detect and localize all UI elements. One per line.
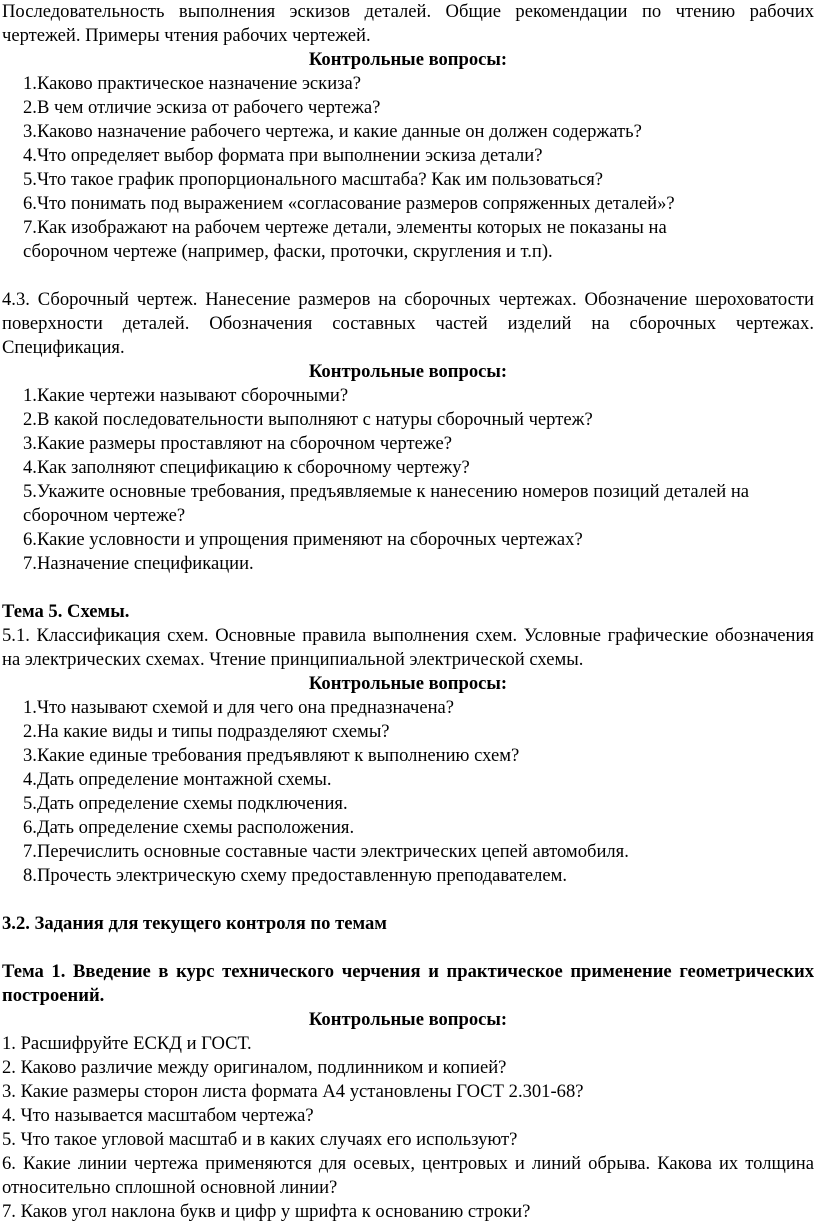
question-item: 1.Что называют схемой и для чего она предназначена? [23,697,455,718]
question-item: 2.В чем отличие эскиза от рабочего чертежа? [23,97,381,118]
question-item: 2. Каково различие между оригиналом, подлинником и копией? [2,1057,507,1078]
question-item: 5.Что такое график пропорционального масштаба? Как им пользоваться? [23,169,604,190]
question-item: 1. Расшифруйте ЕСКД и ГОСТ. [2,1033,252,1054]
question-item: 7.Перечислить основные составные части электрических цепей автомобиля. [23,841,629,862]
topic-5-1-paragraph: 5.1. Классификация схем. Основные правила выполнения схем. Условные графические обозначения на электрических схемах. Чтение принципиальной электрической схемы. [2,625,814,670]
control-questions-block-b [0,360,816,576]
question-item: 1.Какие чертежи называют сборочными? [23,385,349,406]
section-heading: Контрольные вопросы: [308,673,508,694]
spacer [0,936,816,960]
question-item: 7. Каков угол наклона букв и цифр у шрифта к основанию строки? [2,1201,531,1222]
question-item: 5.Дать определение схемы подключения. [23,793,348,814]
question-item: 6.Дать определение схемы расположения. [23,817,355,838]
question-item: 1.Каково практическое назначение эскиза? [23,73,362,94]
question-item: 3. Какие размеры сторон листа формата А4 установлены ГОСТ 2.301-68? [2,1081,584,1102]
control-questions-block-d [0,1008,816,1224]
control-questions-block-a [0,48,816,264]
spacer [0,576,816,600]
question-list [0,1032,816,1224]
question-item: 3.Какие размеры проставляют на сборочном чертеже? [23,433,452,454]
question-list [0,384,816,576]
section-heading: Контрольные вопросы: [308,361,508,382]
question-list [0,696,816,888]
section-heading: Контрольные вопросы: [308,1009,508,1030]
question-item: 6.Какие условности и упрощения применяют на сборочных чертежах? [23,529,583,550]
question-item: 2.В какой последовательности выполняют с натуры сборочный чертеж? [23,409,593,430]
question-item: 2.На какие виды и типы подразделяют схемы? [23,721,390,742]
question-item: 6.Что понимать под выражением «согласование размеров сопряженных деталей»? [23,193,675,214]
question-item: 5. Что такое угловой масштаб и в каких случаях его используют? [2,1129,518,1150]
question-item: 7.Как изображают на рабочем чертеже детали, элементы которых не показаны на сборочном чертеже (например, фаски, проточки, скругления и т.п). [23,217,667,262]
question-item: 5.Укажите основные требования, предъявляемые к нанесению номеров позиций деталей на сборочном чертеже? [23,481,750,526]
question-item: 4.Как заполняют спецификацию к сборочному чертежу? [23,457,470,478]
question-item: 4.Дать определение монтажной схемы. [23,769,332,790]
theme-1-title: Тема 1. Введение в курс технического черчения и практическое применение геометрических построений. [2,961,814,1006]
question-item: 3.Каково назначение рабочего чертежа, и какие данные он должен содержать? [23,121,642,142]
section-3-2-title: 3.2. Задания для текущего контроля по темам [2,913,387,934]
control-questions-block-c [0,672,816,888]
topic-4-3-paragraph: 4.3. Сборочный чертеж. Нанесение размеров на сборочных чертежах. Обозначение шероховатости поверхности деталей. Обозначения составных частей изделий на сборочных чертежах. Спецификация. [2,289,814,358]
question-item: 8.Прочесть электрическую схему предоставленную преподавателем. [23,865,568,886]
question-item: 7.Назначение спецификации. [23,553,254,574]
question-list [0,72,816,264]
spacer [0,888,816,912]
question-item: 6. Какие линии чертежа применяются для осевых, центровых и линий обрыва. Какова их толщина относительно сплошной основной линии? [2,1153,814,1198]
section-heading: Контрольные вопросы: [308,49,508,70]
theme-5-title: Тема 5. Схемы. [2,601,130,622]
spacer [0,264,816,288]
question-item: 4.Что определяет выбор формата при выполнении эскиза детали? [23,145,543,166]
question-item: 3.Какие единые требования предъявляют к выполнению схем? [23,745,520,766]
question-item: 4. Что называется масштабом чертежа? [2,1105,314,1126]
intro-paragraph: Последовательность выполнения эскизов деталей. Общие рекомендации по чтению рабочих чертежей. Примеры чтения рабочих чертежей. [2,1,814,46]
